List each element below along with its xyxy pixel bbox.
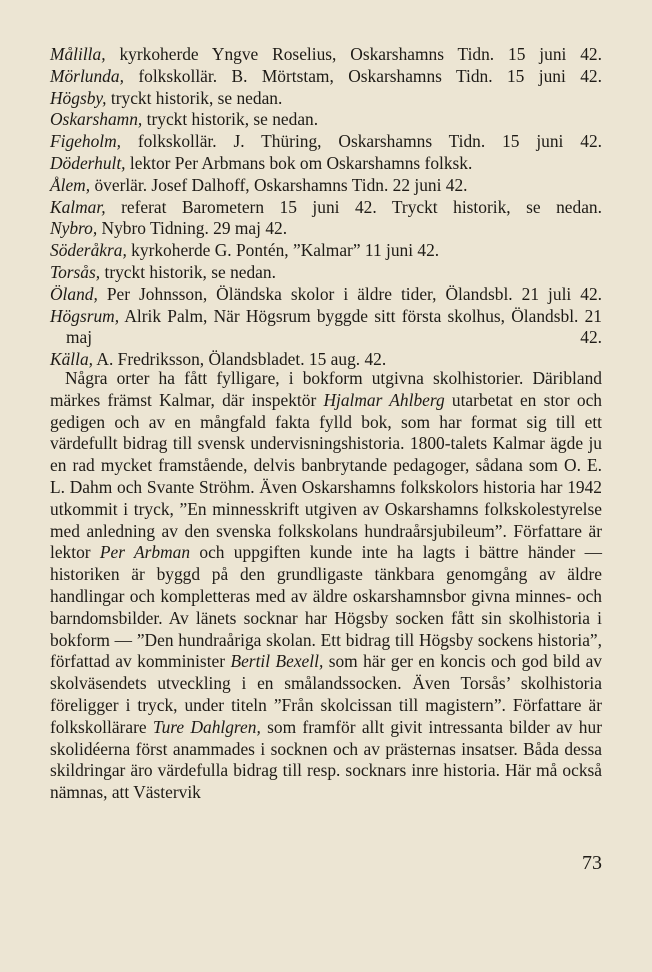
entry-text: kyrkoherde Yngve Roselius, Oskarshamns Tidn. 15 juni 42. — [119, 44, 602, 64]
list-item — [50, 262, 602, 284]
entry-text: Alrik Palm, När Högsrum byggde sitt första skolhus, Ölandsbl. 21 maj 42. — [66, 305, 602, 348]
list-item — [50, 109, 602, 131]
body-text — [50, 368, 602, 804]
list-item — [50, 131, 602, 153]
place-name: Källa, — [50, 349, 94, 370]
entry-text: lektor Per Arbmans bok om Oskarshamns folksk. — [129, 152, 473, 173]
entry-text: referat Barometern 15 juni 42. Tryckt historik, se nedan. — [121, 196, 602, 217]
list-item — [50, 153, 602, 175]
page-number: 73 — [582, 852, 602, 874]
place-name: Döderhult, — [50, 152, 126, 173]
entry-text: Nybro Tidning. 29 maj 42. — [101, 218, 288, 239]
list-item — [50, 197, 602, 219]
text-run: som framför allt givit intressanta bilder av hur skolidéerna först anammades i socknen och av prästernas insatser. Båda dessa skildringar äro värdefulla bidrag till resp. socknars inre historia. Här må också nämnas, att Västervik — [50, 716, 602, 803]
place-name: Högsby, — [50, 87, 107, 108]
entry-text: Per Johnsson, Öländska skolor i äldre tider, Ölandsbl. 21 juli 42. — [106, 283, 602, 304]
entry-text: tryckt historik, se nedan. — [104, 261, 276, 282]
author-name: Bertil Bexell, — [230, 651, 324, 672]
entry-text: tryckt historik, se nedan. — [110, 87, 283, 108]
list-item — [50, 218, 602, 240]
entry-text: kyrkoherde G. Pontén, ”Kalmar” 11 juni 42. — [131, 240, 440, 261]
place-name: Målilla, — [50, 44, 106, 64]
place-name: Högsrum, — [50, 305, 120, 326]
text-run: och uppgiften kunde inte ha lagts i bättre händer — historiken är byggd på den grundligaste tänkbara genomgång av äldre handlingar och kompletteras med av äldre oskarshamnsbor givna minnes- och barndomsbilder. Av länets socknar har Högsby socken fått sin skolhistoria i bokform — ”Den hundraåriga skolan. Ett bidrag till Högsby sockens historia”, författad av komminister — [50, 542, 602, 672]
place-name: Figeholm, — [50, 131, 121, 152]
place-name: Oskarshamn, — [50, 109, 143, 130]
text-run: utarbetat en stor och gedigen och av en mångfald fakta fylld bok, som har format sig till ett värdefullt bidrag till svensk undervisningshistoria. 1800-talets Kalmar ägde ju en rad mycket framstående, delvis banbrytande pedagoger, sådana som O. E. L. Dahm och Svante Ströhm. Även Oskarshamns folkskolors historia har 1942 utkommit i tryck, ”En minnesskrift utgiven av Oskarshamns folkskolestyrelse med anledning av den svenska folkskolans hundraårsjubileum”. Författare är lektor — [50, 389, 602, 563]
place-name: Kalmar, — [50, 196, 106, 217]
list-item — [50, 66, 602, 88]
place-name: Öland, — [50, 283, 98, 304]
entry-text: överlär. Josef Dalhoff, Oskarshamns Tidn. 22 juni 42. — [94, 174, 468, 195]
place-name: Ålem, — [50, 174, 91, 195]
place-name: Mörlunda, — [50, 65, 124, 86]
text-run: som här ger en koncis och god bild av skolväsendets utveckling i en smålandssocken. Även Torsås’ skolhistoria föreligger i tryck, under titeln ”Från skolcissan till magistern”. Författare är folkskollärare — [50, 651, 602, 737]
list-item — [50, 240, 602, 262]
author-name: Hjalmar Ahlberg — [323, 389, 445, 410]
list-item — [50, 306, 602, 350]
list-item — [50, 44, 602, 66]
place-name: Söderåkra, — [50, 240, 127, 261]
entry-text: folkskollär. B. Mörtstam, Oskarshamns Tidn. 15 juni 42. — [138, 65, 602, 86]
list-item — [50, 88, 602, 110]
author-name: Per Arbman — [99, 542, 191, 563]
school-history-list — [50, 44, 602, 371]
entry-text: tryckt historik, se nedan. — [146, 109, 319, 130]
entry-text: folkskollär. J. Thüring, Oskarshamns Tidn. 15 juni 42. — [137, 131, 602, 152]
entry-text: A. Fredriksson, Ölandsbladet. 15 aug. 42. — [96, 349, 387, 370]
place-name: Torsås, — [50, 261, 101, 282]
paragraph — [50, 368, 602, 804]
place-name: Nybro, — [50, 218, 98, 239]
list-item — [50, 175, 602, 197]
list-item — [50, 284, 602, 306]
author-name: Ture Dahlgren, — [152, 716, 261, 737]
text-run: Några orter ha fått fylligare, i bokform utgivna skolhistorier. Däribland märkes främst Kalmar, där inspektör — [50, 368, 602, 410]
